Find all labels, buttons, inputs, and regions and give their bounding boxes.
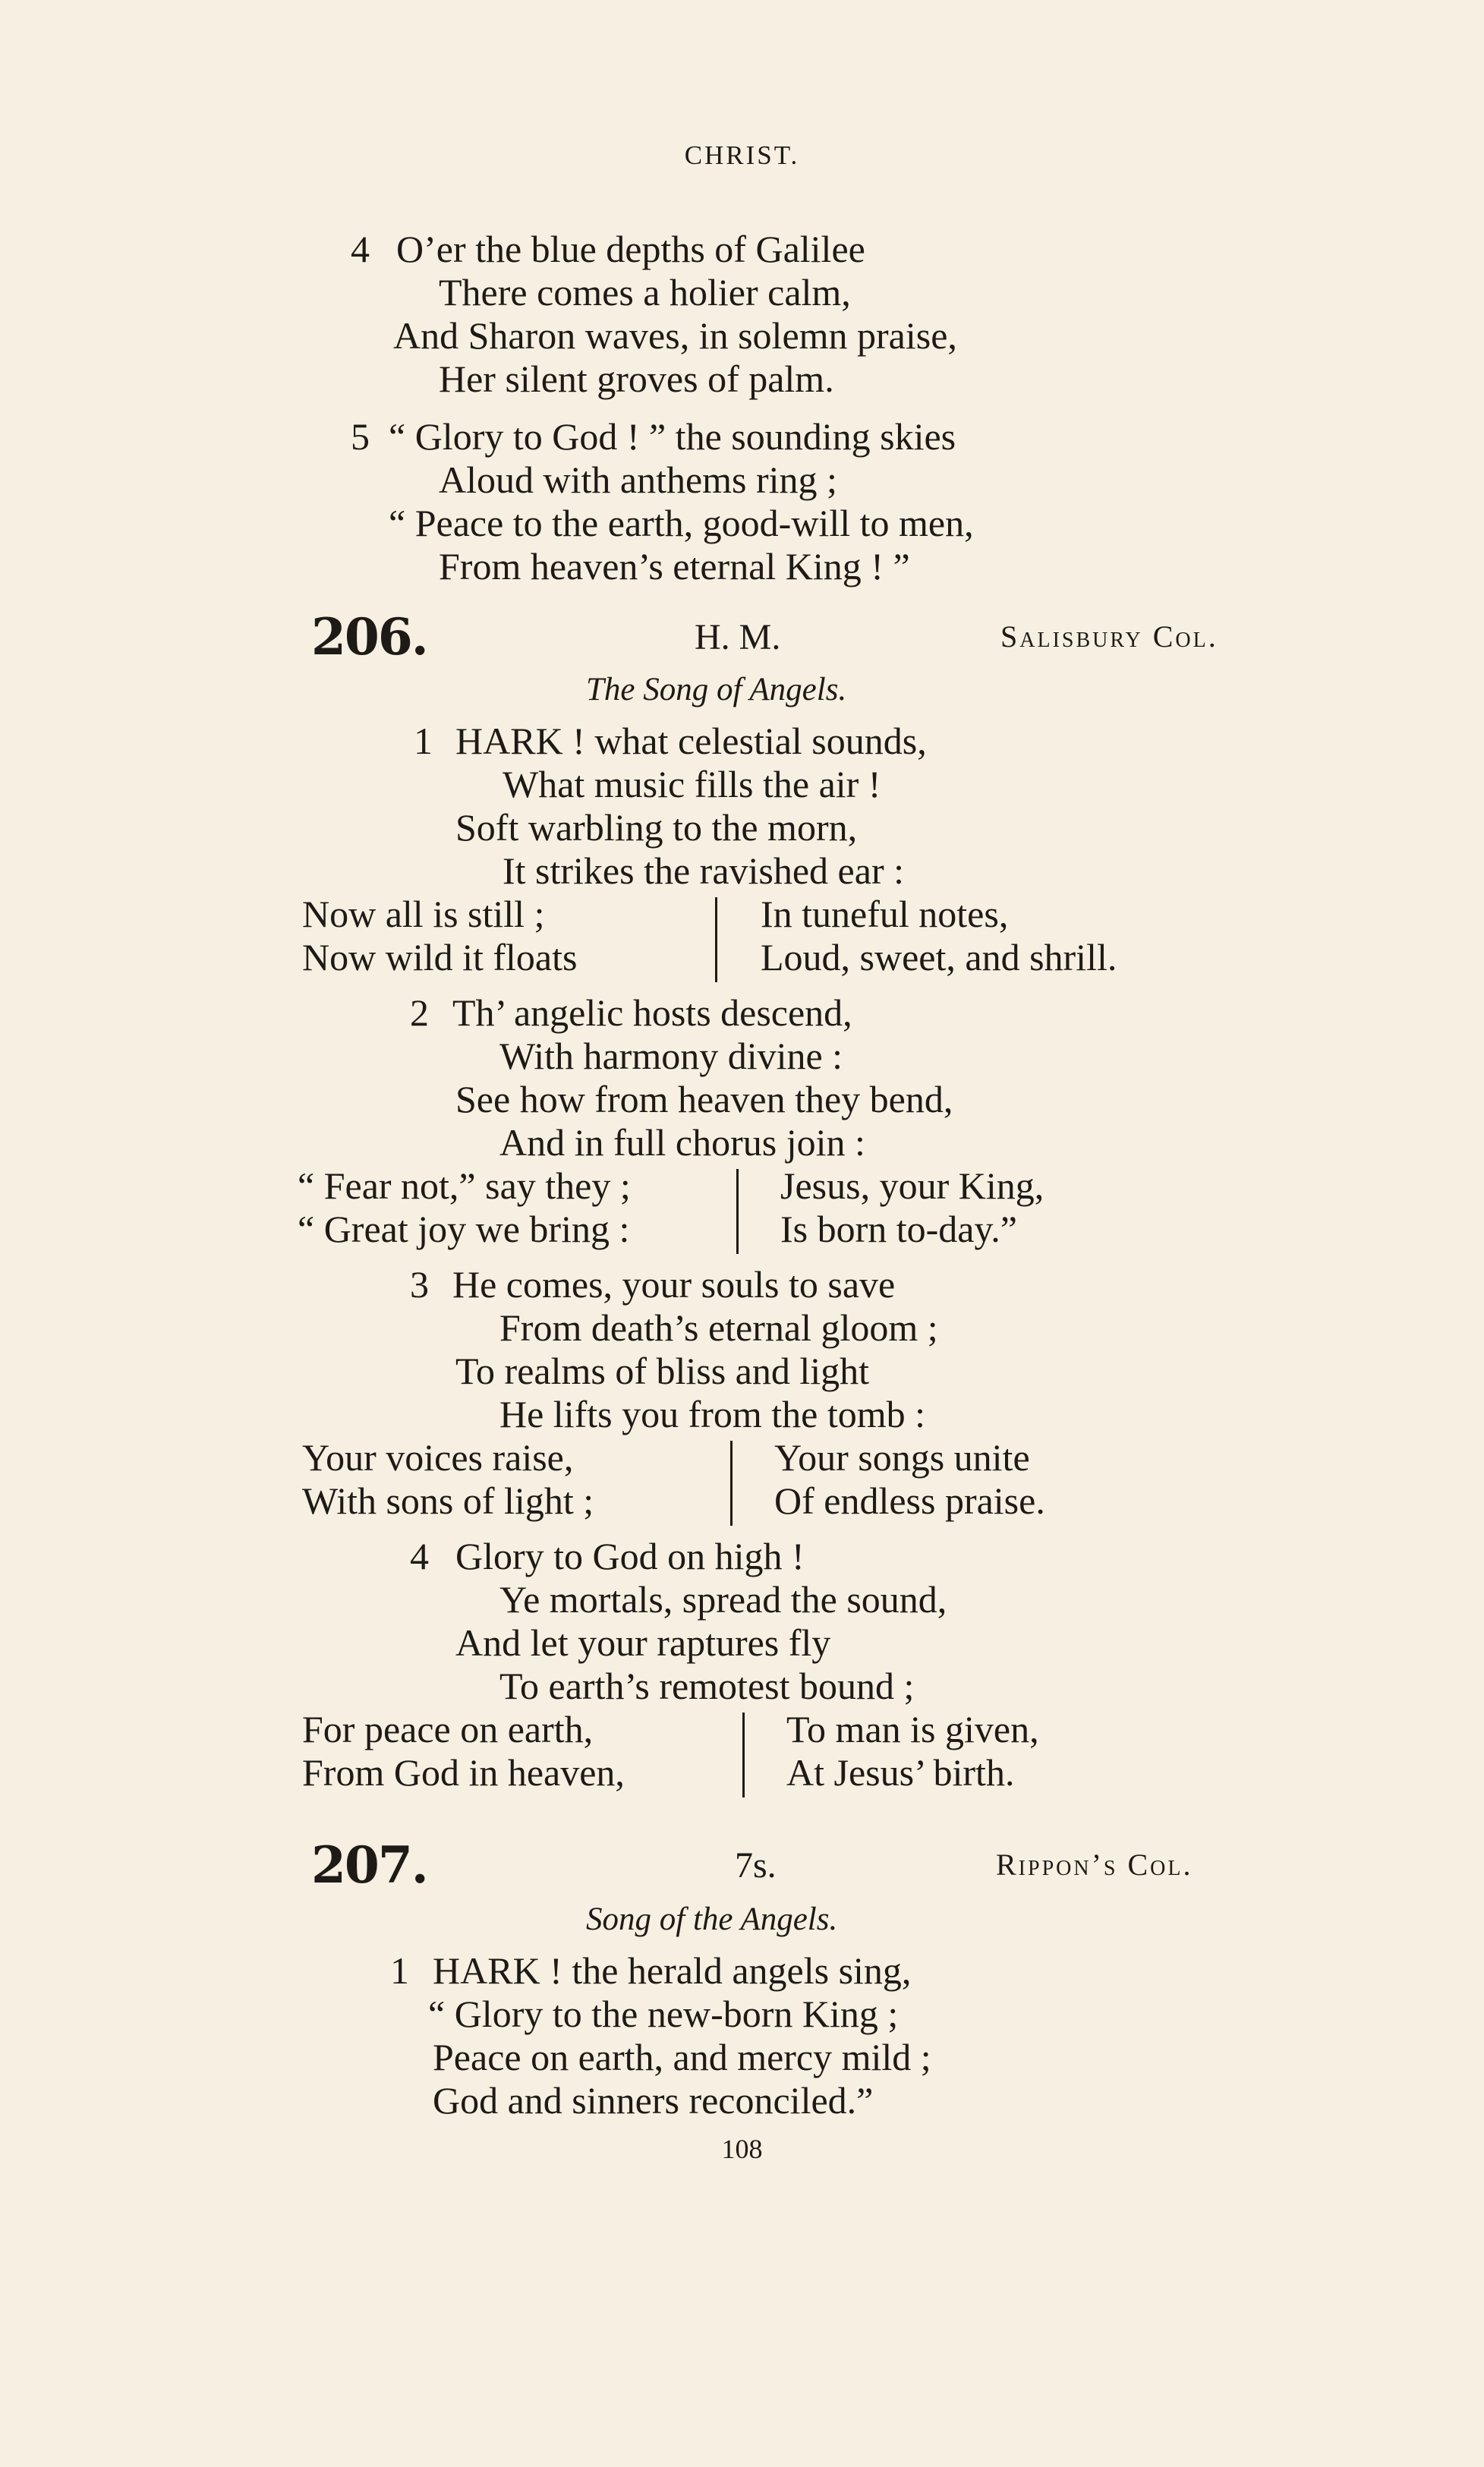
verse-line: What music fills the air !	[503, 763, 881, 805]
verse-line: Now all is still ;	[302, 893, 545, 935]
verse-line: With sons of light ;	[302, 1479, 594, 1522]
verse-line: “ Fear not,” say they ;	[298, 1164, 631, 1207]
hymn-number: 206.	[311, 607, 427, 666]
stanza-number: 1	[414, 720, 433, 762]
verse-line: Jesus, your King,	[780, 1164, 1044, 1207]
verse-line: Th’ angelic hosts descend,	[452, 991, 852, 1034]
verse-line: “ Glory to the new-born King ;	[428, 1993, 899, 2035]
verse-line: HARK ! the herald angels sing,	[433, 1949, 912, 1992]
verse-line: Aloud with anthems ring ;	[439, 458, 837, 501]
hymn-source: Rippon’s Col.	[996, 1848, 1193, 1882]
verse-line: With harmony divine :	[499, 1035, 843, 1077]
verse-line: To earth’s remotest bound ;	[499, 1665, 915, 1707]
hymn-meter: H. M.	[695, 617, 781, 657]
brace-rule	[715, 897, 717, 982]
verse-line: Glory to God on high !	[455, 1535, 805, 1577]
stanza-number: 4	[351, 228, 370, 270]
verse-line: Loud, sweet, and shrill.	[761, 936, 1117, 978]
verse-line: Is born to-day.”	[780, 1208, 1017, 1250]
stanza-number: 1	[390, 1949, 409, 1992]
stanza-number: 3	[410, 1263, 429, 1306]
verse-line: And in full chorus join :	[499, 1121, 865, 1164]
verse-line: From God in heaven,	[302, 1751, 625, 1794]
hymn-source: Salisbury Col.	[1000, 619, 1218, 654]
verse-line: “ Glory to God ! ” the sounding skies	[389, 415, 956, 458]
hymn-number: 207.	[311, 1835, 427, 1895]
verse-line: Ye mortals, spread the sound,	[499, 1578, 947, 1621]
stanza-number: 2	[410, 991, 429, 1034]
brace-rule	[736, 1169, 739, 1254]
brace-rule	[730, 1441, 733, 1526]
verse-line: Your songs unite	[774, 1436, 1030, 1479]
verse-line: Peace on earth, and mercy mild ;	[433, 2036, 931, 2078]
stanza-number: 4	[410, 1535, 429, 1577]
verse-line: “ Great joy we bring :	[298, 1208, 630, 1250]
verse-line: To realms of bliss and light	[455, 1350, 870, 1392]
verse-line: He lifts you from the tomb :	[499, 1393, 926, 1435]
verse-line: He comes, your souls to save	[452, 1263, 896, 1306]
hymn-meter: 7s.	[735, 1845, 777, 1886]
page-number: 108	[721, 2134, 763, 2164]
verse-line: And let your raptures fly	[455, 1621, 831, 1664]
verse-line: At Jesus’ birth.	[786, 1751, 1015, 1794]
verse-line: Of endless praise.	[774, 1479, 1045, 1522]
verse-line: There comes a holier calm,	[439, 271, 851, 313]
brace-rule	[742, 1712, 745, 1797]
verse-line: It strikes the ravished ear :	[503, 849, 904, 892]
verse-line: And Sharon waves, in solemn praise,	[393, 314, 957, 357]
verse-line: O’er the blue depths of Galilee	[396, 228, 865, 270]
hymn-title: Song of the Angels.	[586, 1901, 838, 1937]
verse-line: “ Peace to the earth, good-will to men,	[389, 502, 974, 544]
verse-line: From death’s eternal gloom ;	[499, 1306, 938, 1349]
verse-line: In tuneful notes,	[761, 893, 1009, 935]
hymn-title: The Song of Angels.	[586, 672, 847, 707]
verse-line: See how from heaven they bend,	[455, 1078, 953, 1120]
verse-line: God and sinners reconciled.”	[433, 2079, 874, 2122]
verse-line: Now wild it floats	[302, 936, 578, 978]
verse-line: Her silent groves of palm.	[439, 358, 834, 400]
verse-line: To man is given,	[786, 1708, 1039, 1750]
stanza-number: 5	[351, 415, 370, 458]
running-title: CHRIST.	[684, 140, 800, 170]
verse-line: Soft warbling to the morn,	[455, 806, 858, 849]
verse-line: HARK ! what celestial sounds,	[455, 720, 927, 762]
verse-line: From heaven’s eternal King ! ”	[439, 545, 910, 588]
verse-line: Your voices raise,	[302, 1436, 574, 1479]
verse-line: For peace on earth,	[302, 1708, 594, 1750]
